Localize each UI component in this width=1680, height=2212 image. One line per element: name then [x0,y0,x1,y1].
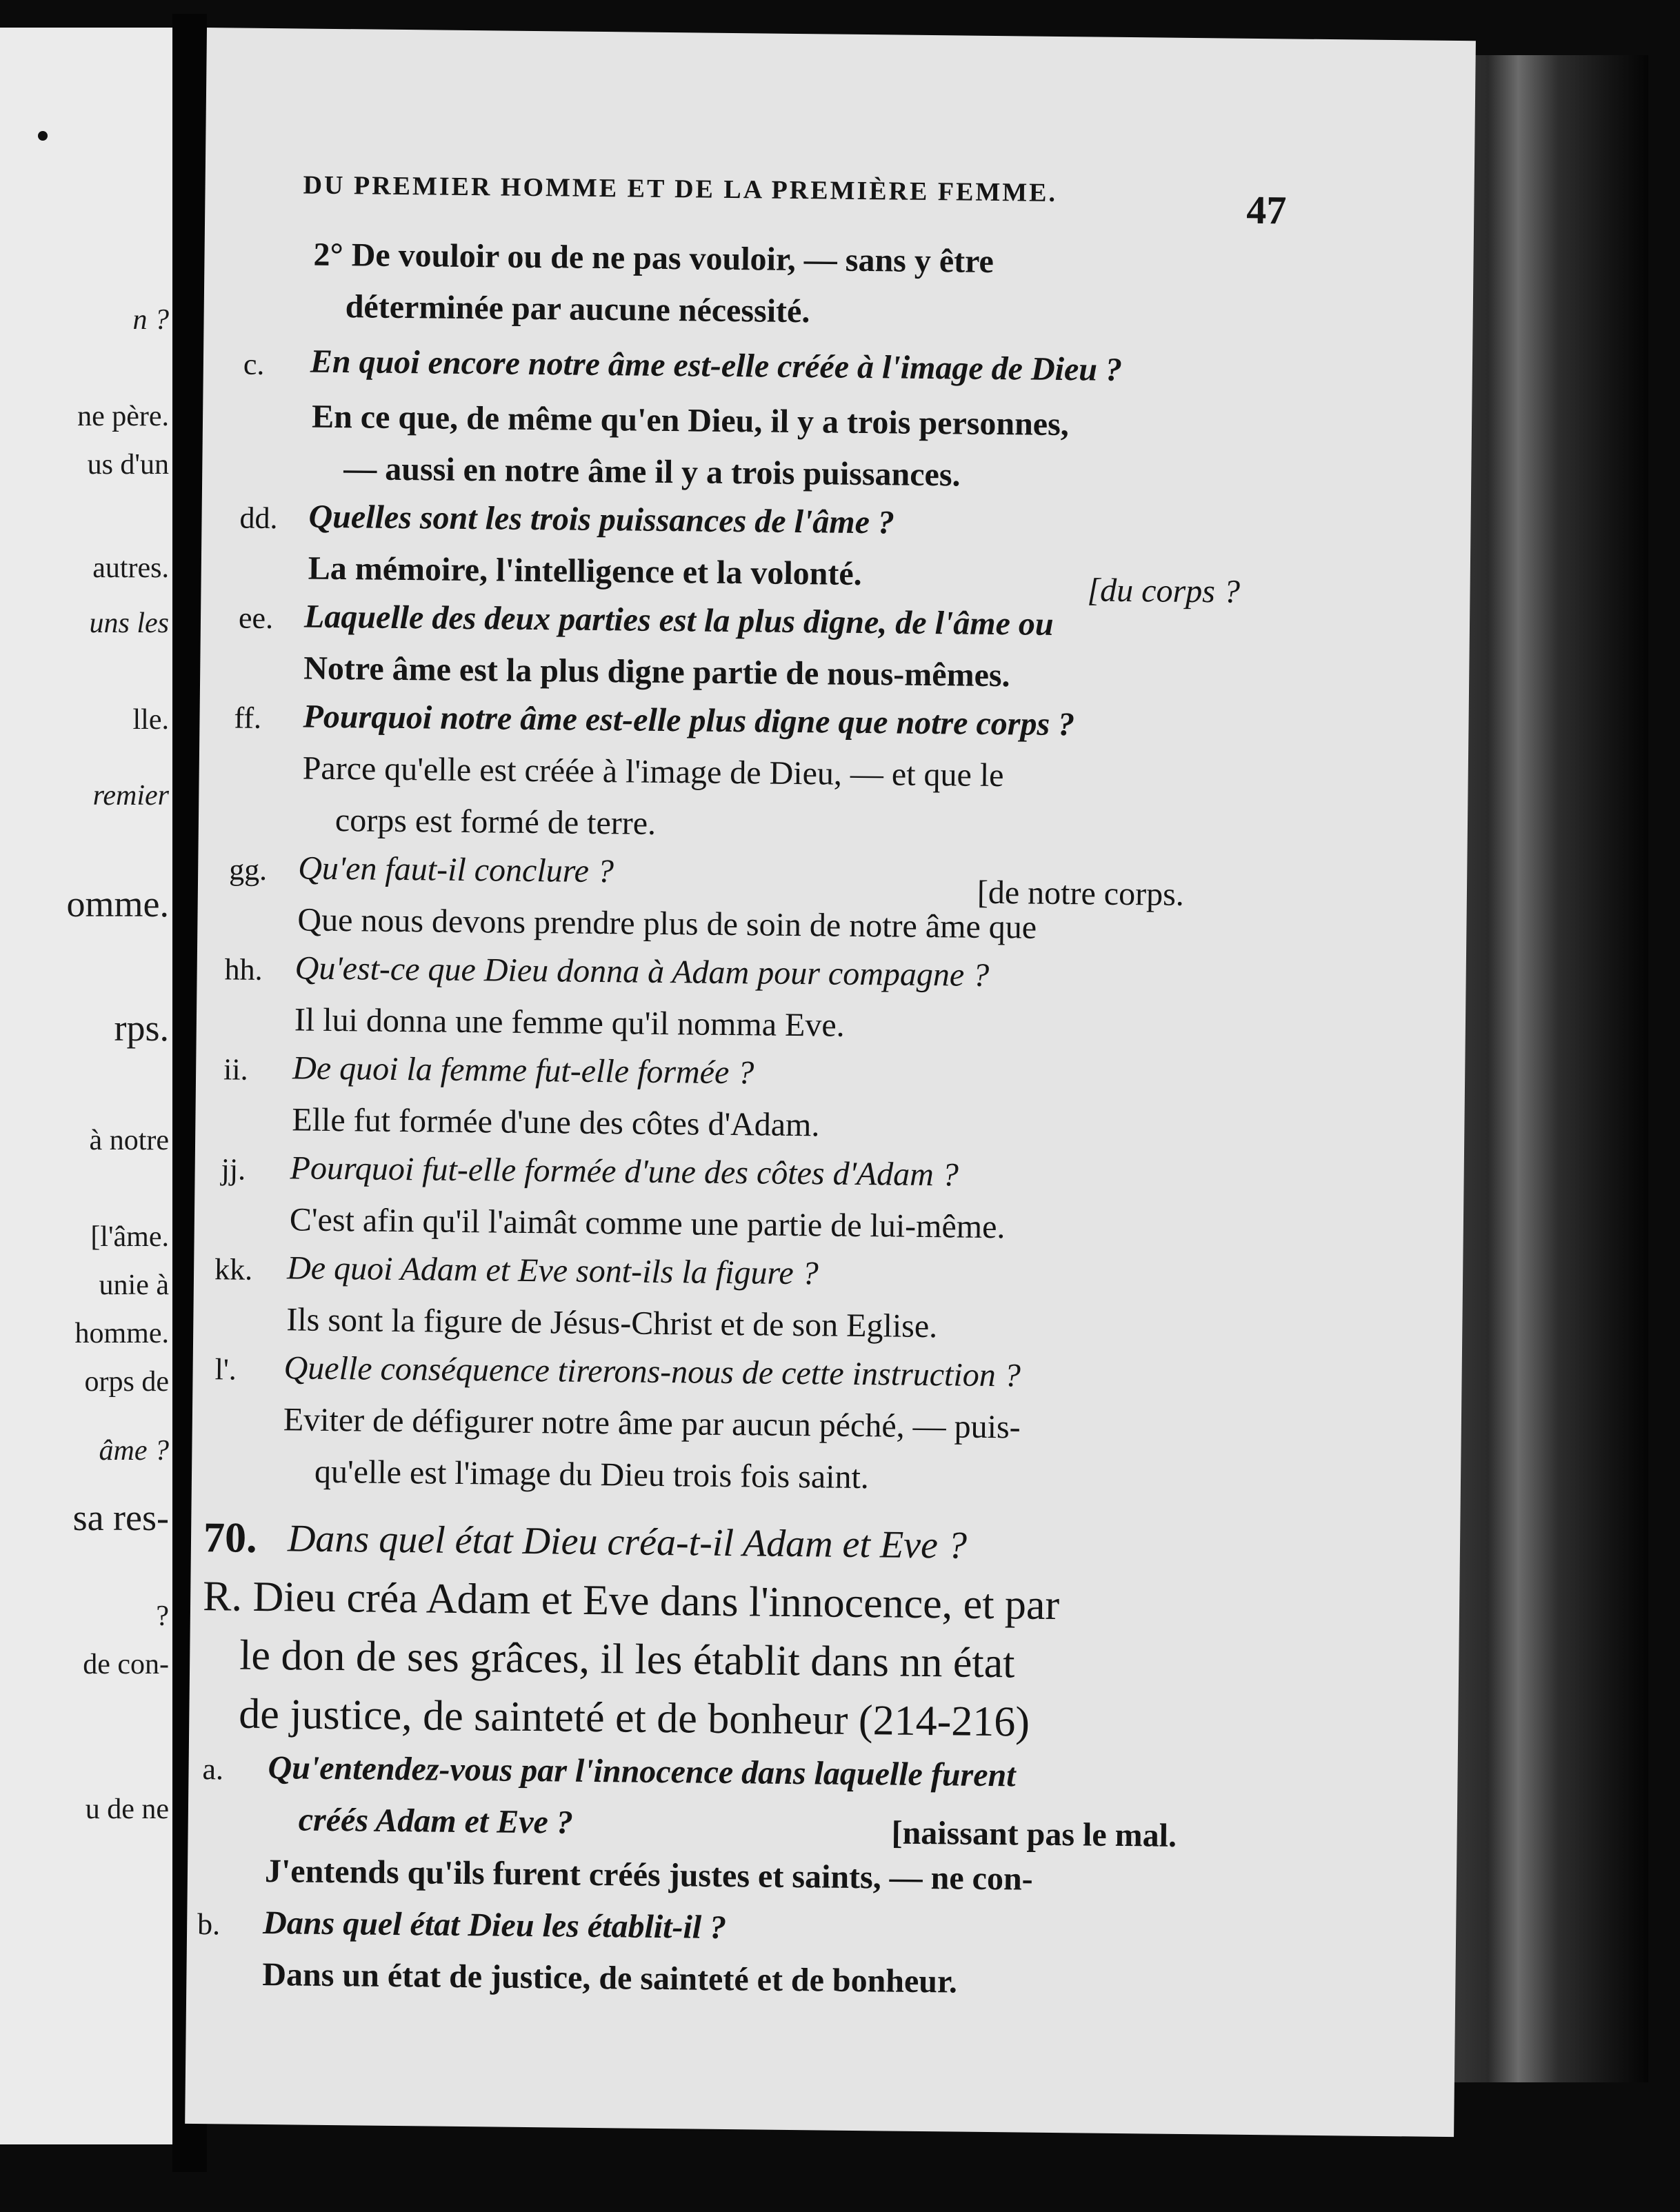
answer-line: Eviter de défigurer notre âme par aucun péché, — puis- [283,1401,1021,1446]
question-line: Pourquoi notre âme est-elle plus digne que notre corps ? [303,698,1075,743]
left-fragment: sa res- [72,1497,169,1538]
answer-line: — aussi en notre âme il y a trois puissances. [343,450,961,494]
left-fragment: rps. [114,1007,169,1049]
item-label: dd. [239,501,278,536]
item-label: hh. [224,952,263,987]
item-label: l'. [214,1352,237,1387]
answer-line: Dans un état de justice, de sainteté et de bonheur. [262,1955,958,2000]
left-fragment: lle. [132,704,169,736]
answer-line: déterminée par aucune nécessité. [345,288,810,330]
book-page [185,28,1476,2137]
answer-line: Elle fut formée d'une des côtes d'Adam. [292,1101,820,1144]
answer-line: Notre âme est la plus digne partie de nous-mêmes. [303,650,1010,694]
left-fragment: omme. [66,883,169,925]
item-label: c. [243,347,265,381]
main-question: Dans quel état Dieu créa-t-il Adam et Eve ? [287,1517,968,1567]
left-fragment: à notre [89,1125,169,1156]
question-line: Qu'entendez-vous par l'innocence dans laquelle furent [268,1749,1016,1794]
main-answer-line: le don de ses grâces, il les établit dans nn état [239,1631,1015,1687]
left-fragment: remier [92,780,169,812]
running-title: DU PREMIER HOMME ET DE LA PREMIÈRE FEMME. [303,170,1058,208]
answer-line: J'entends qu'ils furent créés justes et saints, — ne con- [264,1853,1033,1898]
left-fragment: unie à [99,1269,169,1301]
carry-over-text: [de notre corps. [977,874,1185,913]
carry-over-text: [naissant pas le mal. [891,1814,1177,1854]
main-answer-line: R. Dieu créa Adam et Eve dans l'innocence, et par [202,1573,1060,1629]
question-line: Quelle conséquence tirerons-nous de cette instruction ? [283,1349,1021,1394]
page-number: 47 [1246,187,1287,233]
question-line: créés Adam et Eve ? [298,1801,574,1841]
item-label: b. [197,1907,221,1942]
ink-dot [38,131,48,141]
answer-line: corps est formé de terre. [334,802,657,842]
question-line: Qu'en faut-il conclure ? [297,849,614,890]
left-fragment: n ? [132,304,169,336]
answer-line: En ce que, de même qu'en Dieu, il y a trois personnes, [311,398,1070,443]
question-line: De quoi Adam et Eve sont-ils la figure ? [286,1249,819,1292]
answer-line: qu'elle est l'image du Dieu trois fois saint. [314,1453,870,1496]
item-label: a. [202,1752,224,1787]
item-label: kk. [214,1252,253,1287]
question-line: En quoi encore notre âme est-elle créée à l'image de Dieu ? [310,343,1123,388]
left-fragment: us d'un [87,449,169,481]
answer-line: Que nous devons prendre plus de soin de notre âme que [297,901,1037,946]
left-fragment: âme ? [99,1435,169,1467]
left-fragment: ne père. [77,401,169,432]
item-label: ee. [238,601,274,636]
question-line: De quoi la femme fut-elle formée ? [292,1049,754,1092]
answer-line: Ils sont la figure de Jésus-Christ et de son Eglise. [286,1301,938,1345]
answer-line: 2° De vouloir ou de ne pas vouloir, — sans y être [313,236,994,280]
question-number: 70. [203,1514,257,1562]
left-fragment: [l'âme. [90,1221,169,1253]
question-line: Dans quel état Dieu les établit-il ? [262,1904,727,1947]
left-fragment: ? [156,1600,169,1632]
answer-line: Il lui donna une femme qu'il nomma Eve. [294,1001,845,1044]
item-label: gg. [228,852,268,887]
left-page-fragment [0,28,172,2144]
item-label: jj. [221,1152,246,1187]
left-fragment: homme. [74,1318,169,1349]
left-fragment: uns les [89,607,169,639]
question-line: Laquelle des deux parties est la plus digne, de l'âme ou [303,598,1054,643]
left-fragment: de con- [83,1649,169,1680]
answer-line: Parce qu'elle est créée à l'image de Dieu, — et que le [302,750,1004,794]
carry-over-text: [du corps ? [1087,572,1241,610]
main-answer-line: de justice, de sainteté et de bonheur (214-216) [239,1690,1030,1746]
question-line: Qu'est-ce que Dieu donna à Adam pour compagne ? [294,949,990,994]
left-fragment: autres. [92,552,169,584]
page-edge-stack [1448,55,1648,2082]
left-fragment: orps de [84,1366,169,1398]
item-label: ii. [223,1052,248,1087]
answer-line: C'est afin qu'il l'aimât comme une partie de lui-même. [289,1201,1006,1246]
answer-line: La mémoire, l'intelligence et la volonté. [308,550,862,592]
question-line: Pourquoi fut-elle formée d'une des côtes d'Adam ? [290,1149,959,1194]
item-label: ff. [234,701,262,735]
left-fragment: u de ne [85,1793,169,1825]
question-line: Quelles sont les trois puissances de l'âme ? [308,498,895,541]
